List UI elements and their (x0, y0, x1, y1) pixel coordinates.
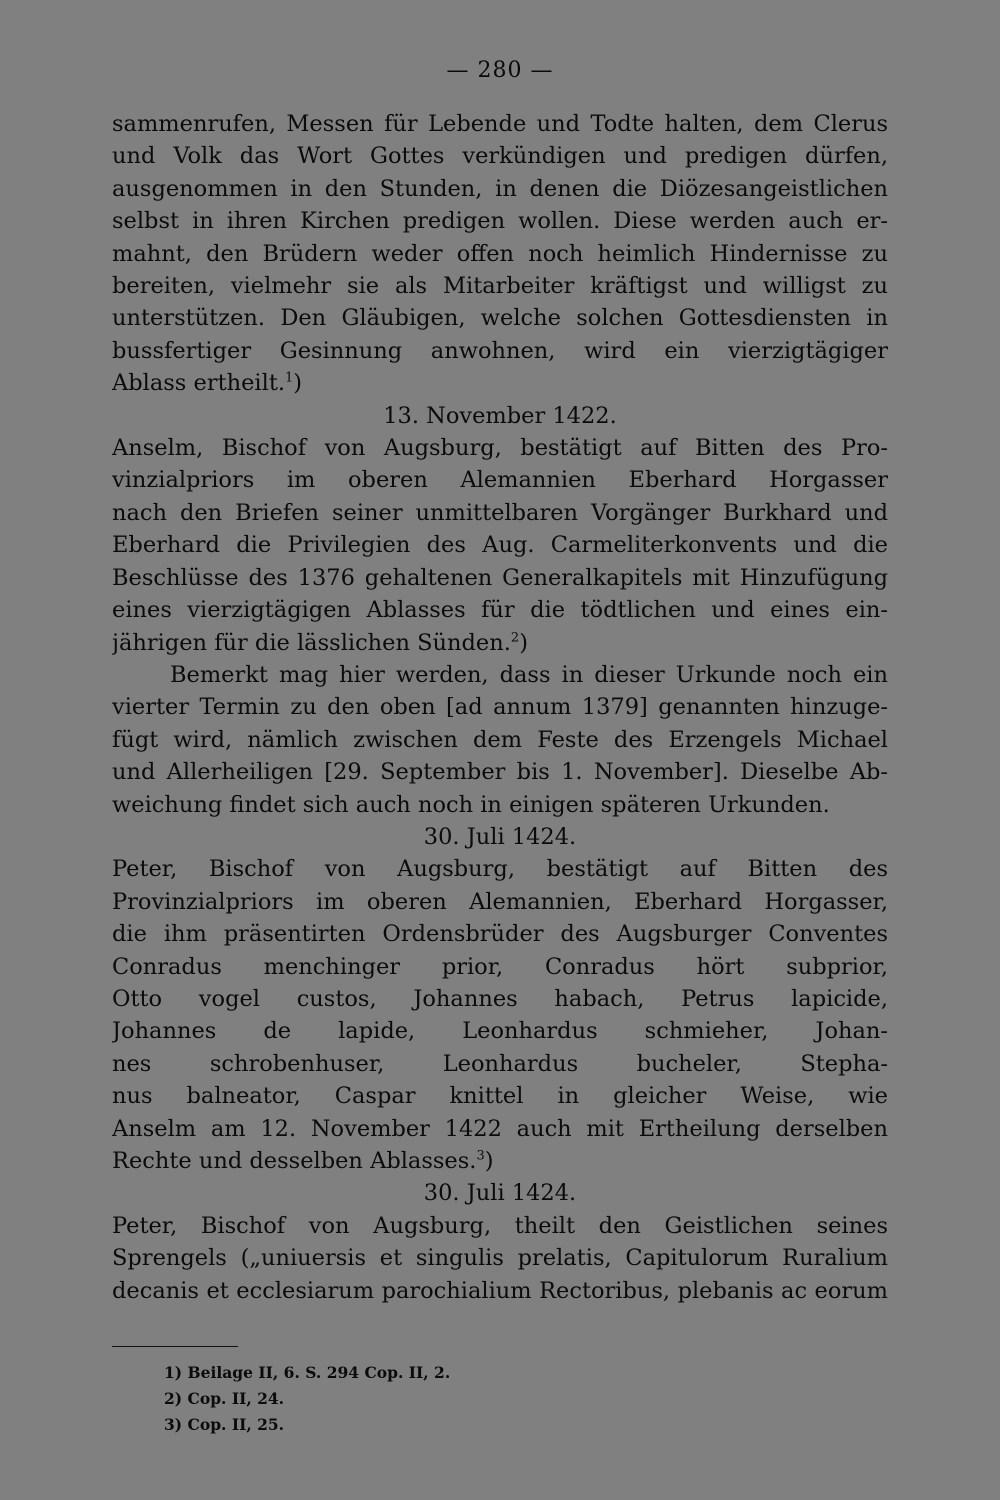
text-line: Conradus menchinger prior, Conradus hört subprior, (112, 953, 888, 980)
text-line: die ihm präsentirten Ordensbrüder des Augsburger Conventes (112, 921, 888, 948)
footnote-reference: 3 (476, 1148, 485, 1164)
text-line: bereiten, vielmehr sie als Mitarbeiter kräftigst und willigst zu (112, 273, 888, 300)
footnote-reference: 1 (285, 370, 294, 386)
text-line: Beschlüsse des 1376 gehaltenen Generalkapitels mit Hinzufügung (112, 564, 888, 591)
section-date: 30. Juli 1424. (423, 823, 577, 850)
text-line: ausgenommen in den Stunden, in denen die Diözesangeistlichen (112, 175, 888, 202)
text-line: Johannes de lapide, Leonhardus schmieher, Johan- (112, 1018, 888, 1045)
text-line: und Volk das Wort Gottes verkündigen und predigen dürfen, (112, 143, 888, 170)
page-number: — 280 — (446, 58, 554, 83)
text-line: unterstützen. Den Gläubigen, welche solchen Gottesdiensten in (112, 305, 888, 332)
text-line-content: jährigen für die lässlichen Sünden. (112, 629, 511, 656)
text-line: mahnt, den Brüdern weder offen noch heimlich Hindernisse zu (112, 240, 888, 267)
text-line: eines vierzigtägigen Ablasses für die tödtlichen und eines ein- (112, 597, 888, 624)
text-line-content: Ablass ertheilt. (112, 370, 286, 397)
text-line: Anselm am 12. November 1422 auch mit Ertheilung derselben (112, 1115, 888, 1142)
footnotes (164, 1360, 450, 1438)
text-line: und Allerheiligen [29. September bis 1. November]. Dieselbe Ab- (112, 759, 888, 786)
text-line: Ablass ertheilt.$^1$) (112, 370, 303, 397)
text-line: vierter Termin zu den oben [ad annum 1379] genannten hinzuge- (112, 694, 888, 721)
text-line: nus balneator, Caspar knittel in gleicher Weise, wie (112, 1083, 888, 1110)
footnote-reference: 2 (510, 630, 520, 645)
text-line: Rechte und desselben Ablasses.$^3$) (112, 1148, 494, 1174)
text-line: selbst in ihren Kirchen predigen wollen. Diese werden auch er- (112, 208, 888, 235)
text-line: jährigen für die lässlichen Sünden.$^2$) (112, 629, 528, 656)
text-line: weichung findet sich auch noch in einigen späteren Urkunden. (112, 791, 830, 818)
text-line: Sprengels („uniuersis et singulis prelatis, Capitulorum Ruralium (112, 1245, 888, 1272)
text-line: bussfertiger Gesinnung anwohnen, wird ein vierzigtägiger (112, 337, 888, 364)
text-line: decanis et ecclesiarum parochialium Rectoribus, plebanis ac eorum (112, 1277, 888, 1304)
text-line: Peter, Bischof von Augsburg, bestätigt auf Bitten des (112, 856, 888, 883)
footnote: 2) Cop. II, 24. (164, 1389, 285, 1408)
footnote: 1) Beilage II, 6. S. 294 Cop. II, 2. (164, 1363, 451, 1382)
body-text (112, 108, 888, 1307)
section-date: 13. November 1422. (383, 402, 617, 429)
text-line: fügt wird, nämlich zwischen dem Feste des Erzengels Michael (112, 726, 888, 753)
text-line: vinzialpriors im oberen Alemannien Eberhard Horgasser (112, 467, 888, 494)
text-line: Provinzialpriors im oberen Alemannien, Eberhard Horgasser, (112, 888, 888, 915)
text-line: Bemerkt mag hier werden, dass in dieser Urkunde noch ein (170, 661, 888, 688)
text-line: nes schrobenhuser, Leonhardus bucheler, Stepha- (112, 1050, 888, 1077)
text-line-content: Rechte und desselben Ablasses. (112, 1148, 477, 1174)
text-line: sammenrufen, Messen für Lebende und Todte halten, dem Clerus (112, 111, 888, 137)
section-date: 30. Juli 1424. (423, 1180, 577, 1207)
text-line: Eberhard die Privilegien des Aug. Carmeliterkonvents und die (112, 532, 888, 559)
text-line: Peter, Bischof von Augsburg, theilt den Geistlichen seines (112, 1212, 888, 1239)
text-line: Otto vogel custos, Johannes habach, Petrus lapicide, (112, 985, 888, 1012)
text-line: Anselm, Bischof von Augsburg, bestätigt auf Bitten des Pro- (112, 435, 888, 462)
text-line: nach den Briefen seiner unmittelbaren Vorgänger Burkhard und (112, 499, 888, 526)
footnote: 3) Cop. II, 25. (164, 1415, 285, 1434)
footnote-divider (112, 1346, 238, 1347)
